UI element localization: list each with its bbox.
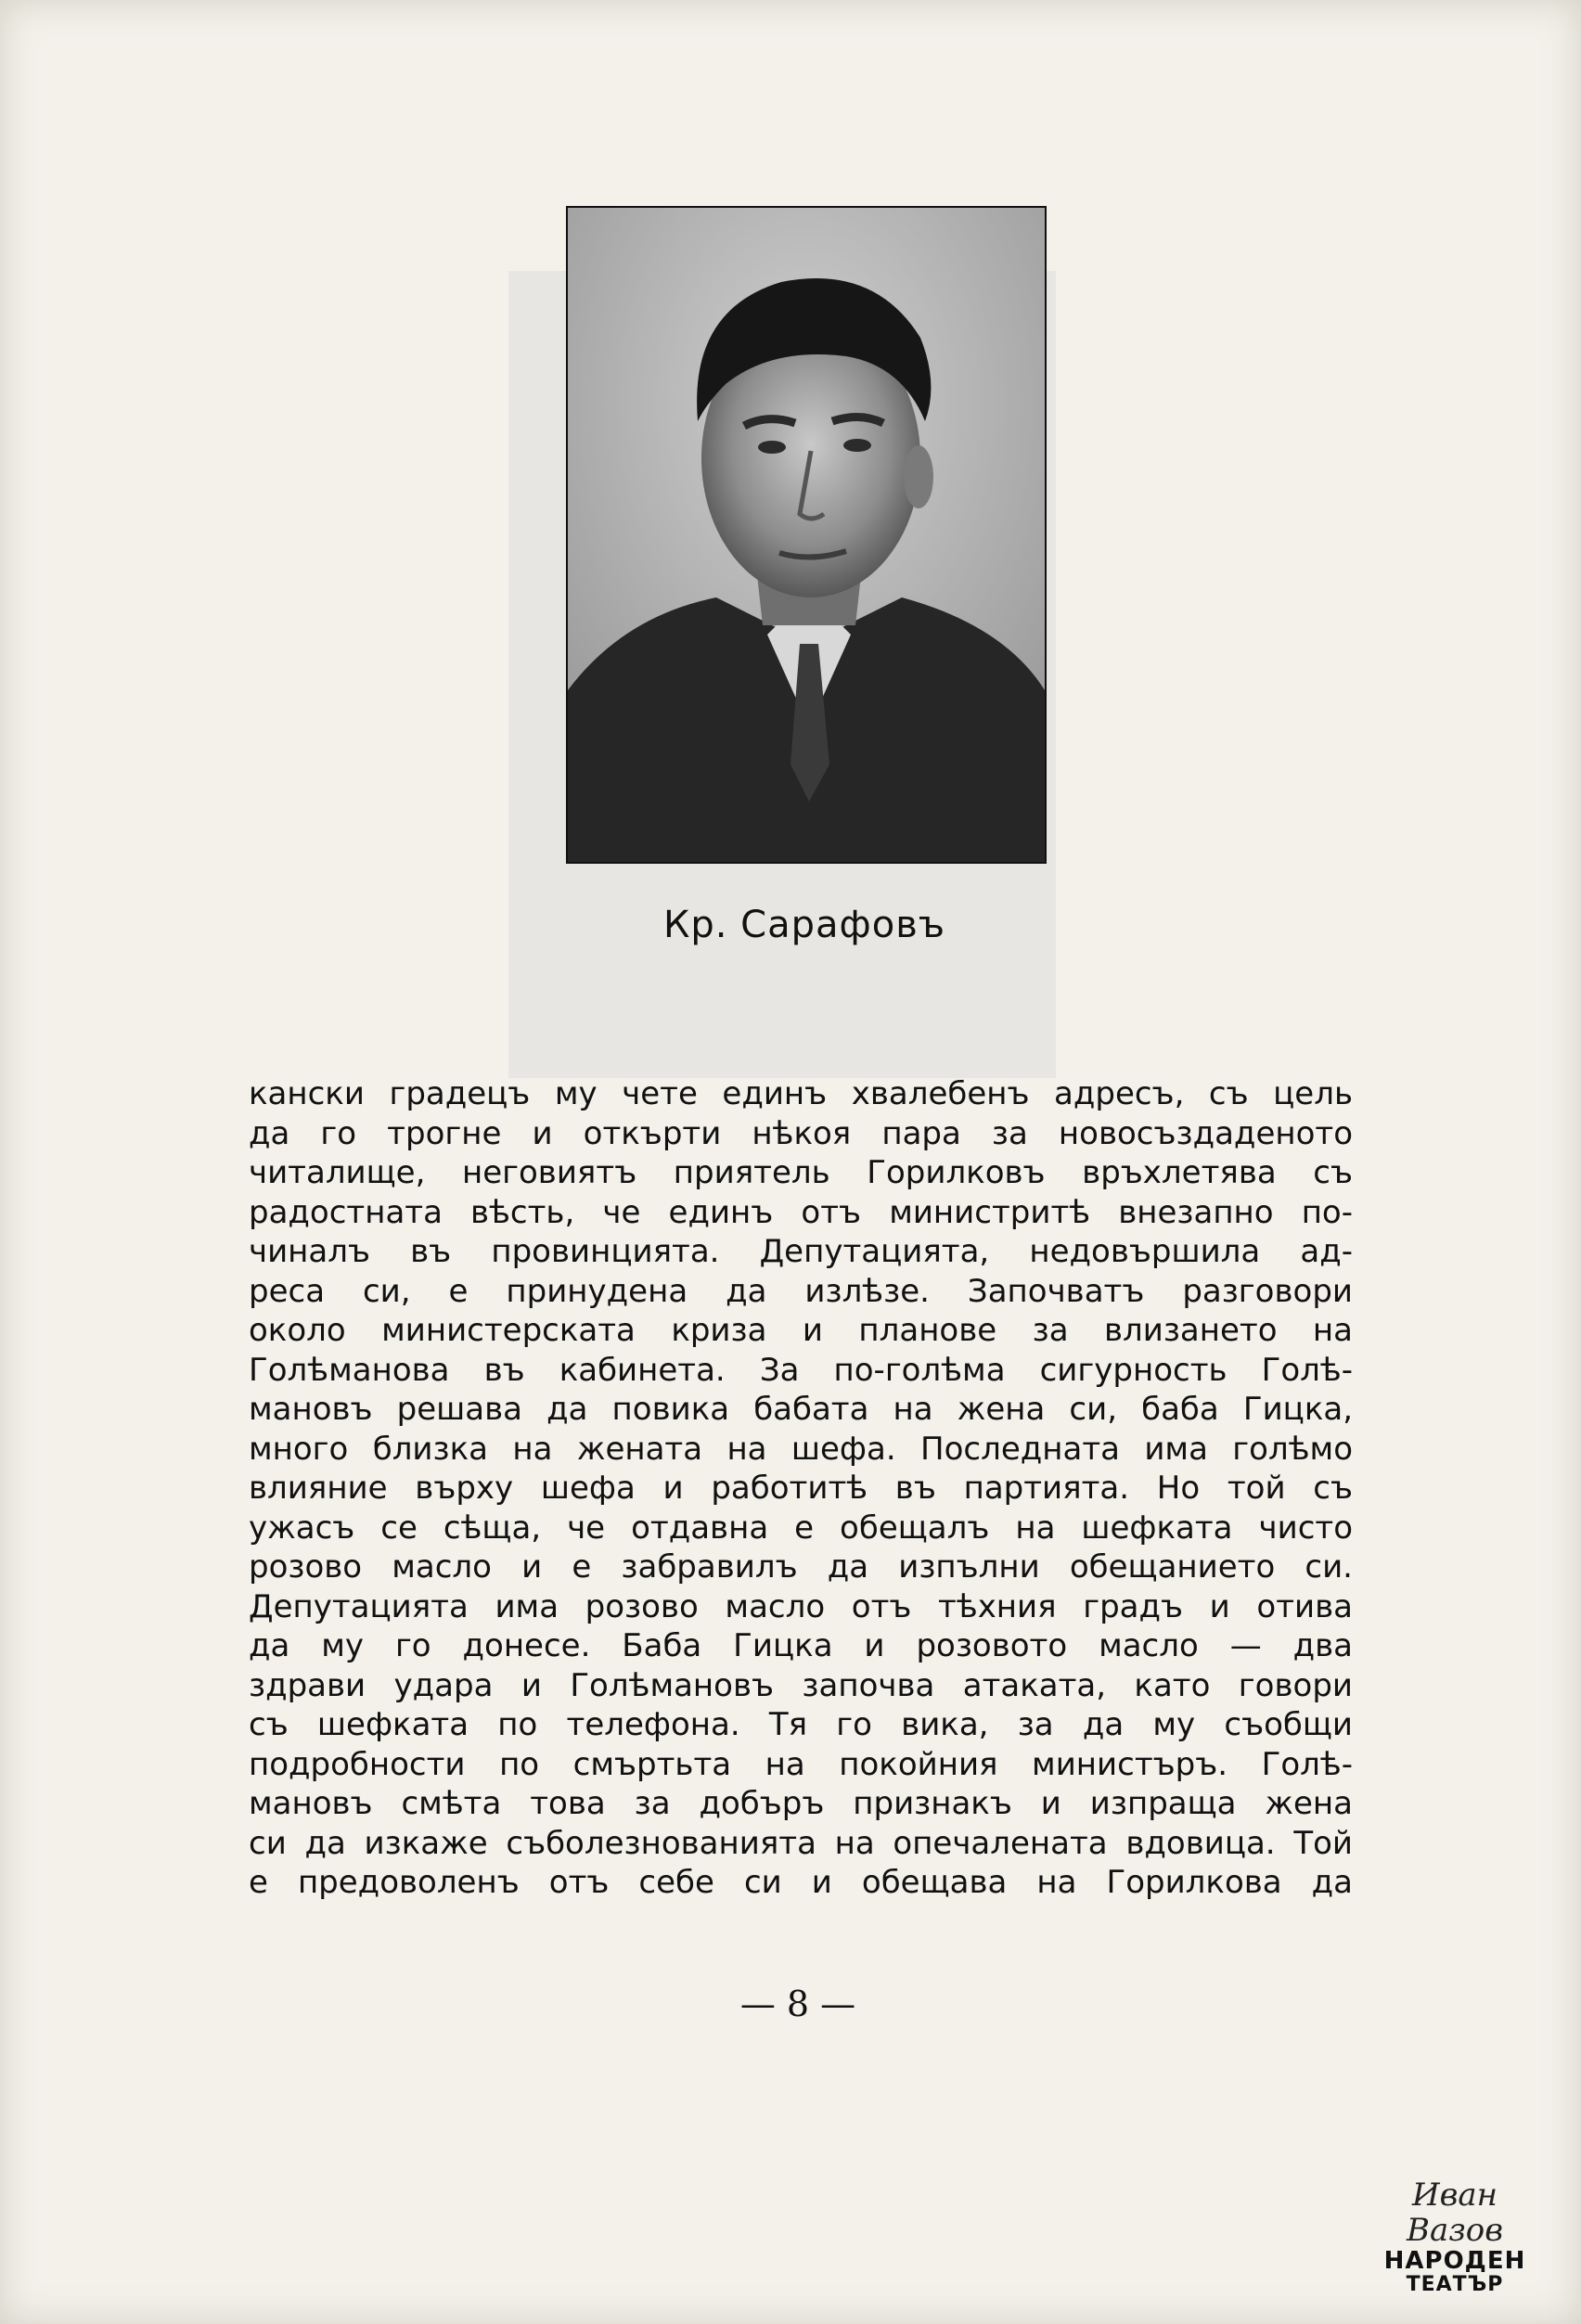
text-line: да му го донесе. Баба Гицка и розовото масло — два xyxy=(249,1627,1353,1664)
theatre-logo xyxy=(1371,2176,1538,2296)
logo-text-top: НАРОДЕН xyxy=(1383,2247,1526,2275)
text-line: много близка на жената на шефа. Последната има голѣмо xyxy=(249,1430,1353,1468)
text-line: читалище, неговиятъ приятель Горилковъ връхлетява съ xyxy=(249,1154,1353,1191)
text-line: радостната вѣсть, че единъ отъ министритѣ внезапно по- xyxy=(249,1193,1353,1231)
text-line: влияние върху шефа и работитѣ въ партията. Но той съ xyxy=(249,1470,1353,1507)
page-number: — 8 — xyxy=(739,1984,856,2024)
text-line: розово масло и е забравилъ да изпълни обещанието си. xyxy=(249,1548,1353,1586)
text-line: здрави удара и Голѣмановъ започва атаката, като говори xyxy=(249,1666,1353,1704)
text-line: е предоволенъ отъ себе си и обещава на Горилкова да xyxy=(249,1864,1353,1901)
text-line: около министерската криза и планове за влизането на xyxy=(249,1312,1353,1349)
text-line: мановъ решава да повика бабата на жена си, баба Гицка, xyxy=(249,1391,1353,1428)
logo-signature: Иван Вазов xyxy=(1406,2176,1504,2249)
text-line: чиналъ въ провинцията. Депутацията, недовършила ад- xyxy=(249,1233,1353,1270)
text-line: Депутацията има розово масло отъ тѣхния градъ и отива xyxy=(249,1587,1353,1625)
text-line: реса си, е принудена да излѣзе. Започватъ разговори xyxy=(249,1272,1353,1310)
text-line: ужасъ се сѣща, че отдавна е обещалъ на шефката чисто xyxy=(249,1509,1353,1547)
portrait-image xyxy=(568,208,1045,862)
text-line: съ шефката по телефона. Тя го вика, за да му съобщи xyxy=(249,1706,1353,1743)
text-line: подробности по смъртьта на покойния министъръ. Голѣ- xyxy=(249,1745,1353,1783)
text-line: мановъ смѣта това за добъръ признакъ и изпраща жена xyxy=(249,1785,1353,1822)
photo-caption: Кр. Сарафовъ xyxy=(662,904,946,946)
body-paragraph xyxy=(249,1074,1353,1903)
text-line: си да изкаже съболезнованията на опечалената вдовица. Той xyxy=(249,1824,1353,1862)
logo-text-bottom: ТЕАТЪР xyxy=(1406,2273,1504,2296)
text-line: Голѣманова въ кабинета. За по-голѣма сигурность Голѣ- xyxy=(249,1351,1353,1389)
text-line: да го трогне и откърти нѣкоя пара за новосъздаденото xyxy=(249,1114,1353,1152)
portrait-photo xyxy=(566,206,1047,864)
text-line: кански градецъ му чете единъ хвалебенъ адресъ, съ цель xyxy=(249,1075,1353,1112)
